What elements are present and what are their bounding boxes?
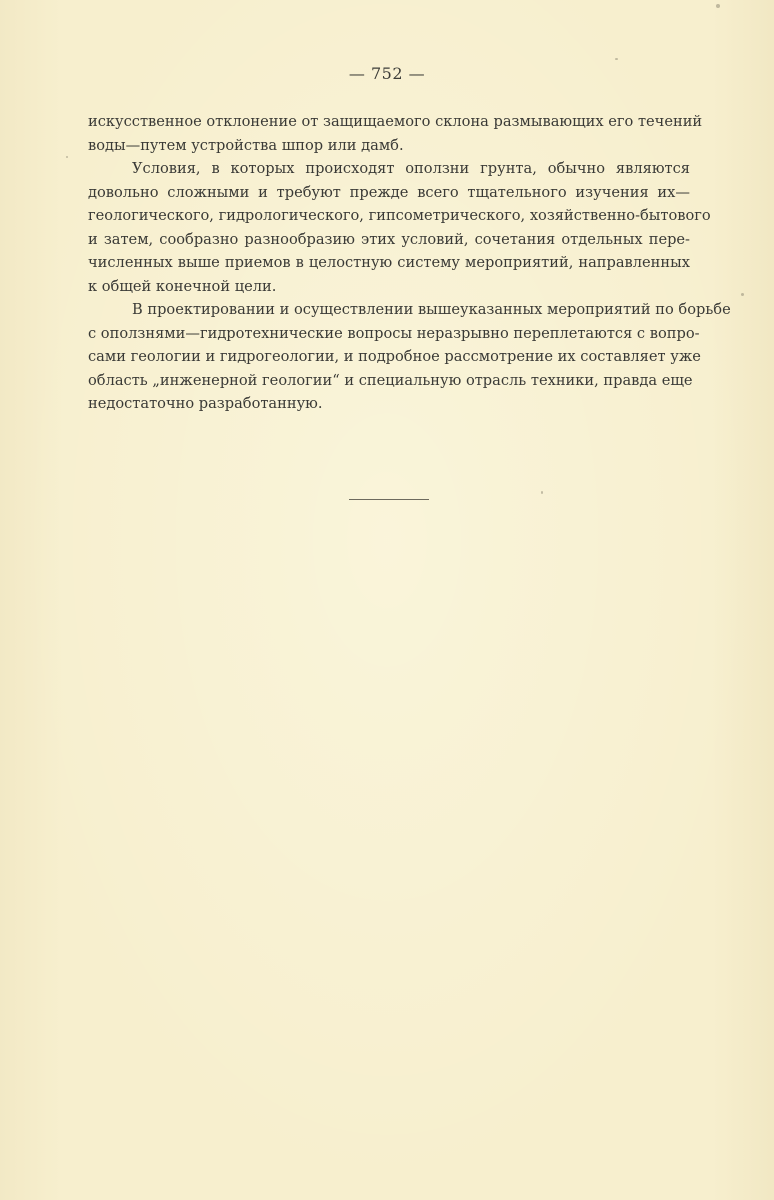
- text-line: Условия, в которых происходят оползни грунта, обычно являются: [132, 160, 690, 177]
- text-line: геологического, гидрологического, гипсометрического, хозяйственно-бытового: [88, 207, 711, 224]
- text-line: область „инженерной геологии“ и специальную отрасль техники, правда еще: [88, 371, 693, 389]
- text-line: сами геологии и гидрогеологии, и подробное рассмотрение их составляет уже: [88, 348, 701, 365]
- paper-speck: [66, 156, 68, 158]
- text-line: довольно сложными и требуют прежде всего тщательного изучения их—: [88, 183, 690, 201]
- paragraph: [88, 298, 731, 416]
- section-divider: [349, 499, 429, 500]
- paragraph: [88, 110, 703, 157]
- text-line: искусственное отклонение от защищаемого склона размывающих его течений: [88, 113, 703, 130]
- paper-speck: [741, 293, 744, 296]
- text-line: воды—путем устройства шпор или дамб.: [88, 136, 404, 154]
- text-line: недостаточно разработанную.: [88, 395, 323, 412]
- body-text: [88, 110, 731, 416]
- paper-speck: [541, 491, 543, 494]
- text-line: численных выше приемов в целостную систему мероприятий, направленных: [88, 254, 690, 271]
- text-line: В проектировании и осуществлении вышеуказанных мероприятий по борьбе: [132, 301, 731, 318]
- page-number: — 752 —: [348, 64, 426, 83]
- paragraph: [88, 157, 711, 298]
- text-line: с оползнями—гидротехнические вопросы неразрывно переплетаются с вопро-: [88, 324, 700, 342]
- paper-speck: [615, 58, 618, 60]
- paper-speck: [716, 4, 720, 8]
- text-line: к общей конечной цели.: [88, 277, 277, 295]
- text-line: и затем, сообразно разнообразию этих условий, сочетания отдельных пере-: [88, 230, 690, 248]
